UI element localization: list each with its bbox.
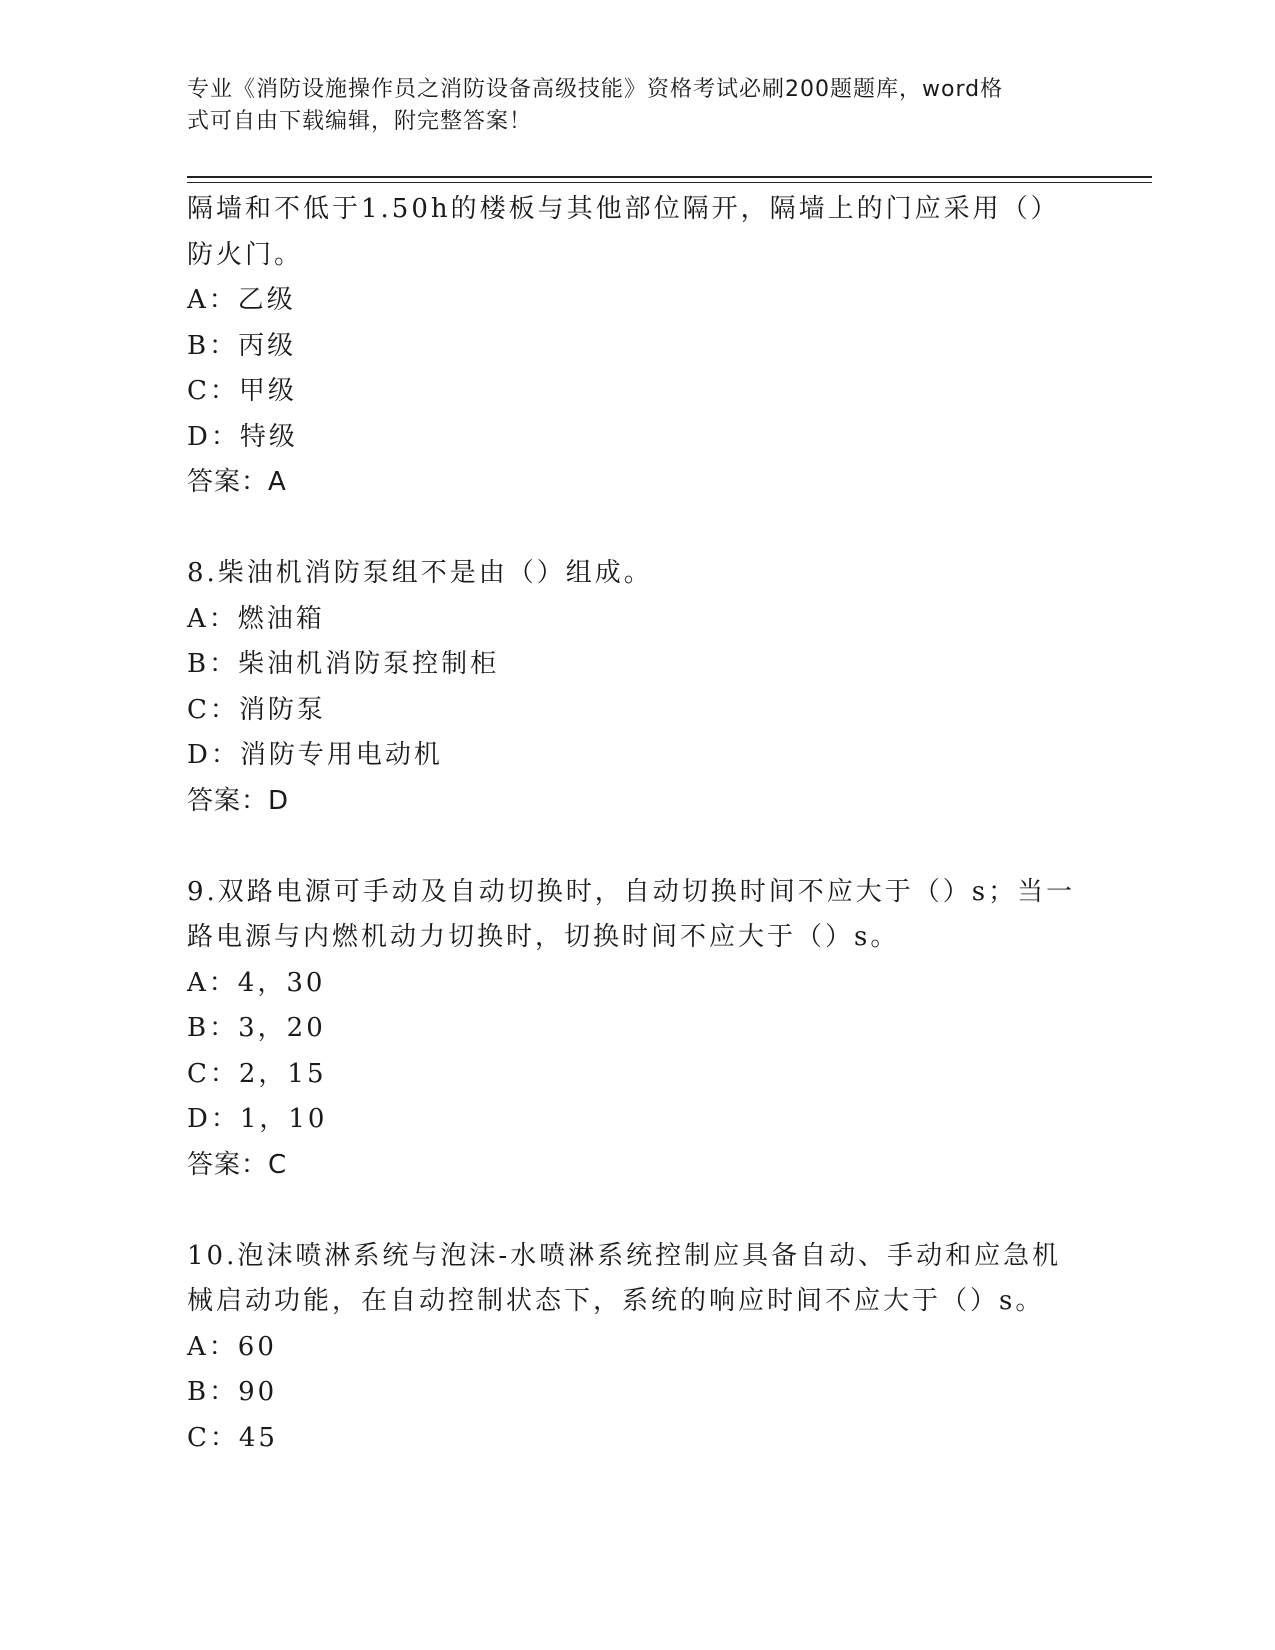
option-c: C：消防泵 — [187, 694, 326, 725]
option-b: B：丙级 — [187, 330, 297, 361]
document-header — [187, 74, 1067, 138]
question-stem: 8.柴油机消防泵组不是由（）组成。 — [187, 558, 653, 588]
option-d: D：消防专用电动机 — [187, 740, 443, 770]
header-line-1: 专业《消防设施操作员之消防设备高级技能》资格考试必刷200题题库，word格 — [187, 77, 1004, 102]
spacer — [187, 506, 1087, 552]
answer-label: 答案：D — [187, 785, 290, 816]
option-b: B：90 — [187, 1377, 278, 1407]
spacer — [187, 824, 1087, 870]
question-stem: 路电源与内燃机动力切换时，切换时间不应大于（）s。 — [187, 922, 900, 952]
option-c: C：甲级 — [187, 376, 297, 406]
option-b: B：3，20 — [187, 1013, 326, 1043]
question-7 — [187, 187, 1087, 506]
option-d: D：特级 — [187, 421, 298, 452]
answer-label: 答案：A — [187, 467, 287, 497]
question-stem: 10.泡沫喷淋系统与泡沫-水喷淋系统控制应具备自动、手动和应急机 — [187, 1240, 1062, 1271]
header-divider-thick — [187, 176, 1152, 178]
question-stem: 防火门。 — [187, 239, 304, 270]
question-list — [187, 187, 1087, 1461]
spacer — [187, 1188, 1087, 1234]
question-9 — [187, 870, 1087, 1189]
option-c: C：2，15 — [187, 1058, 327, 1089]
option-a: A：乙级 — [187, 285, 296, 315]
question-10 — [187, 1234, 1087, 1462]
header-line-2: 式可自由下载编辑，附完整答案！ — [187, 109, 533, 134]
option-b: B：柴油机消防泵控制柜 — [187, 649, 500, 679]
answer-label: 答案：C — [187, 1149, 288, 1180]
option-a: A：60 — [187, 1331, 277, 1362]
question-stem: 械启动功能，在自动控制状态下，系统的响应时间不应大于（）s。 — [187, 1286, 1045, 1316]
question-8 — [187, 551, 1087, 824]
question-stem: 隔墙和不低于1.50h的楼板与其他部位隔开，隔墙上的门应采用（） — [187, 194, 1060, 224]
option-c: C：45 — [187, 1422, 278, 1453]
option-a: A：4，30 — [187, 967, 326, 998]
option-a: A：燃油箱 — [187, 603, 325, 634]
question-stem: 9.双路电源可手动及自动切换时，自动切换时间不应大于（）s；当一 — [187, 876, 1076, 907]
option-d: D：1，10 — [187, 1104, 328, 1134]
header-divider-thin — [187, 182, 1152, 183]
